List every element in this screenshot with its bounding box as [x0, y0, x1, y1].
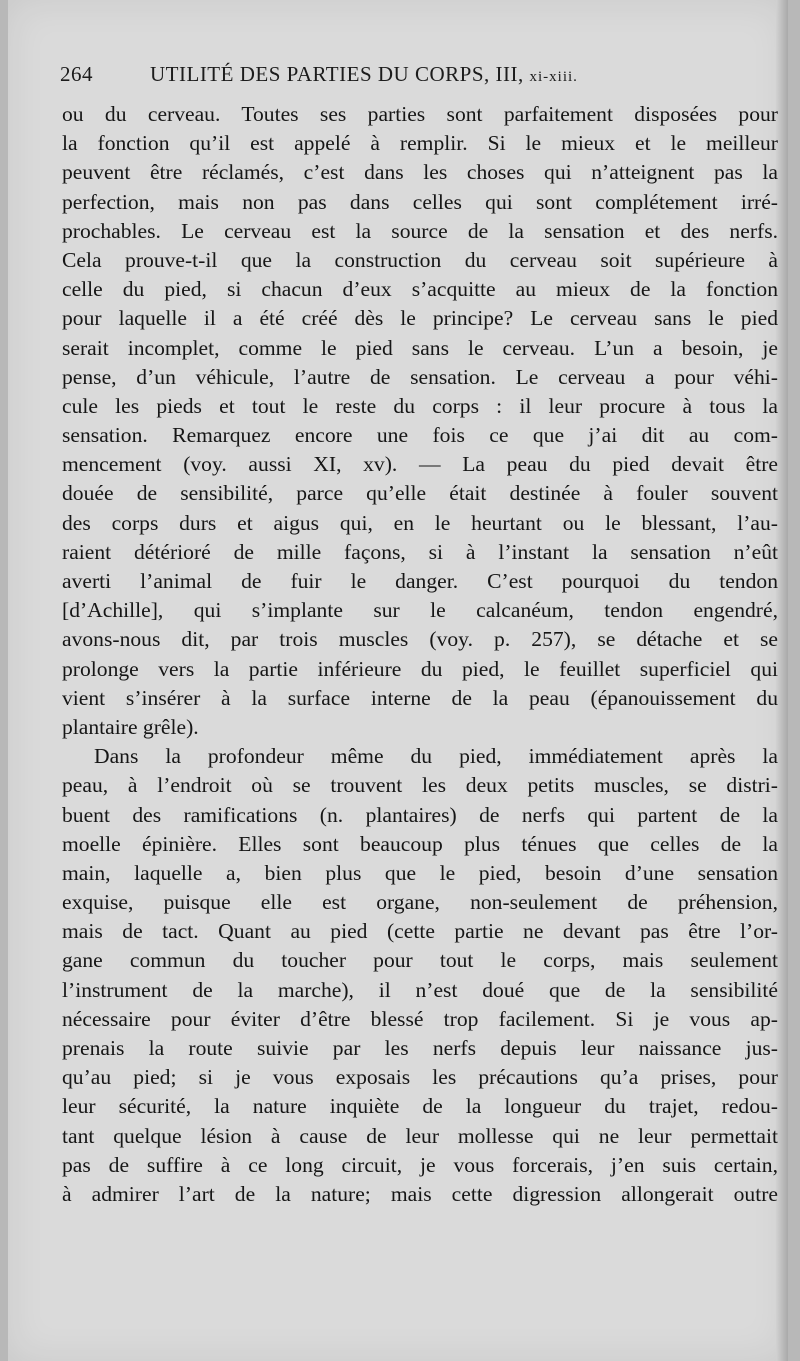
text-line: pour laquelle il a été créé dès le principe? Le cerveau sans le pied [62, 306, 778, 331]
text-line: vient s’insérer à la surface interne de la peau (épanouissement du [62, 685, 778, 710]
text-line: main, laquelle a, bien plus que le pied, besoin d’une sensation [62, 860, 778, 885]
text-line: pas de suffire à ce long circuit, je vous forcerais, j’en suis certain, [62, 1152, 778, 1177]
text-line: mais de tact. Quant au pied (cette partie ne devant pas être l’or- [62, 919, 778, 944]
text-line: mencement (voy. aussi XI, xv). — La peau du pied devait être [62, 452, 778, 477]
text-line: averti l’animal de fuir le danger. C’est pourquoi du tendon [62, 569, 778, 593]
text-line: celle du pied, si chacun d’eux s’acquitte au mieux de la fonction [62, 277, 778, 302]
text-line: douée de sensibilité, parce qu’elle était destinée à fouler souvent [62, 481, 778, 506]
text-line: à admirer l’art de la nature; mais cette digression allongerait outre [62, 1181, 778, 1206]
text-line: [d’Achille], qui s’implante sur le calcanéum, tendon engendré, [62, 598, 778, 623]
text-line: Cela prouve-t-il que la construction du cerveau soit supérieure à [62, 247, 778, 272]
body-text [62, 100, 778, 1209]
text-line: buent des ramifications (n. plantaires) de nerfs qui partent de la [62, 802, 778, 827]
text-line: nécessaire pour éviter d’être blessé trop facilement. Si je vous ap- [62, 1006, 778, 1031]
text-line: moelle épinière. Elles sont beaucoup plus ténues que celles de la [62, 831, 778, 856]
text-line: serait incomplet, comme le pied sans le cerveau. L’un a besoin, je [62, 335, 778, 360]
text-line: perfection, mais non pas dans celles qui sont complétement irré- [62, 189, 778, 214]
text-line: l’instrument de la marche), il n’est doué que de la sensibilité [62, 977, 778, 1002]
text-line: plantaire grêle). [62, 714, 199, 739]
text-line: gane commun du toucher pour tout le corps, mais seulement [62, 948, 778, 973]
page-number: 264 [60, 62, 93, 86]
text-line: peuvent être réclamés, c’est dans les choses qui n’atteignent pas la [62, 160, 778, 185]
text-line: exquise, puisque elle est organe, non-seulement de préhension, [62, 890, 778, 915]
text-line: cule les pieds et tout le reste du corps : il leur procure à tous la [62, 393, 778, 418]
text-line: des corps durs et aigus qui, en le heurtant ou le blessant, l’au- [62, 510, 778, 535]
book-page [8, 0, 788, 1361]
text-line: avons-nous dit, par trois muscles (voy. p. 257), se détache et se [62, 627, 778, 652]
text-line: la fonction qu’il est appelé à remplir. Si le mieux et le meilleur [62, 131, 778, 156]
text-line: ou du cerveau. Toutes ses parties sont parfaitement disposées pour [62, 102, 778, 126]
text-line: prolonge vers la partie inférieure du pied, le feuillet superficiel qui [62, 656, 778, 681]
text-line: peau, à l’endroit où se trouvent les deux petits muscles, se distri- [62, 773, 778, 798]
text-line: raient détérioré de mille façons, si à l’instant la sensation n’eût [62, 539, 778, 564]
running-title: UTILITÉ DES PARTIES DU CORPS, III, [150, 62, 524, 86]
text-line: Dans la profondeur même du pied, immédiatement après la [94, 744, 778, 769]
text-line: tant quelque lésion à cause de leur mollesse qui ne leur permettait [62, 1123, 778, 1148]
chapter-range: xi-xiii. [529, 69, 578, 85]
text-line: leur sécurité, la nature inquiète de la longueur du trajet, redou- [62, 1094, 778, 1119]
text-line: prochables. Le cerveau est la source de la sensation et des nerfs. [62, 218, 778, 243]
text-line: pense, d’un véhicule, l’autre de sensation. Le cerveau a pour véhi- [62, 364, 778, 389]
text-line: qu’au pied; si je vous exposais les précautions qu’a prises, pour [62, 1065, 778, 1090]
text-line: sensation. Remarquez encore une fois ce que j’ai dit au com- [62, 423, 778, 448]
text-line: prenais la route suivie par les nerfs depuis leur naissance jus- [62, 1036, 778, 1060]
running-header [60, 62, 760, 87]
